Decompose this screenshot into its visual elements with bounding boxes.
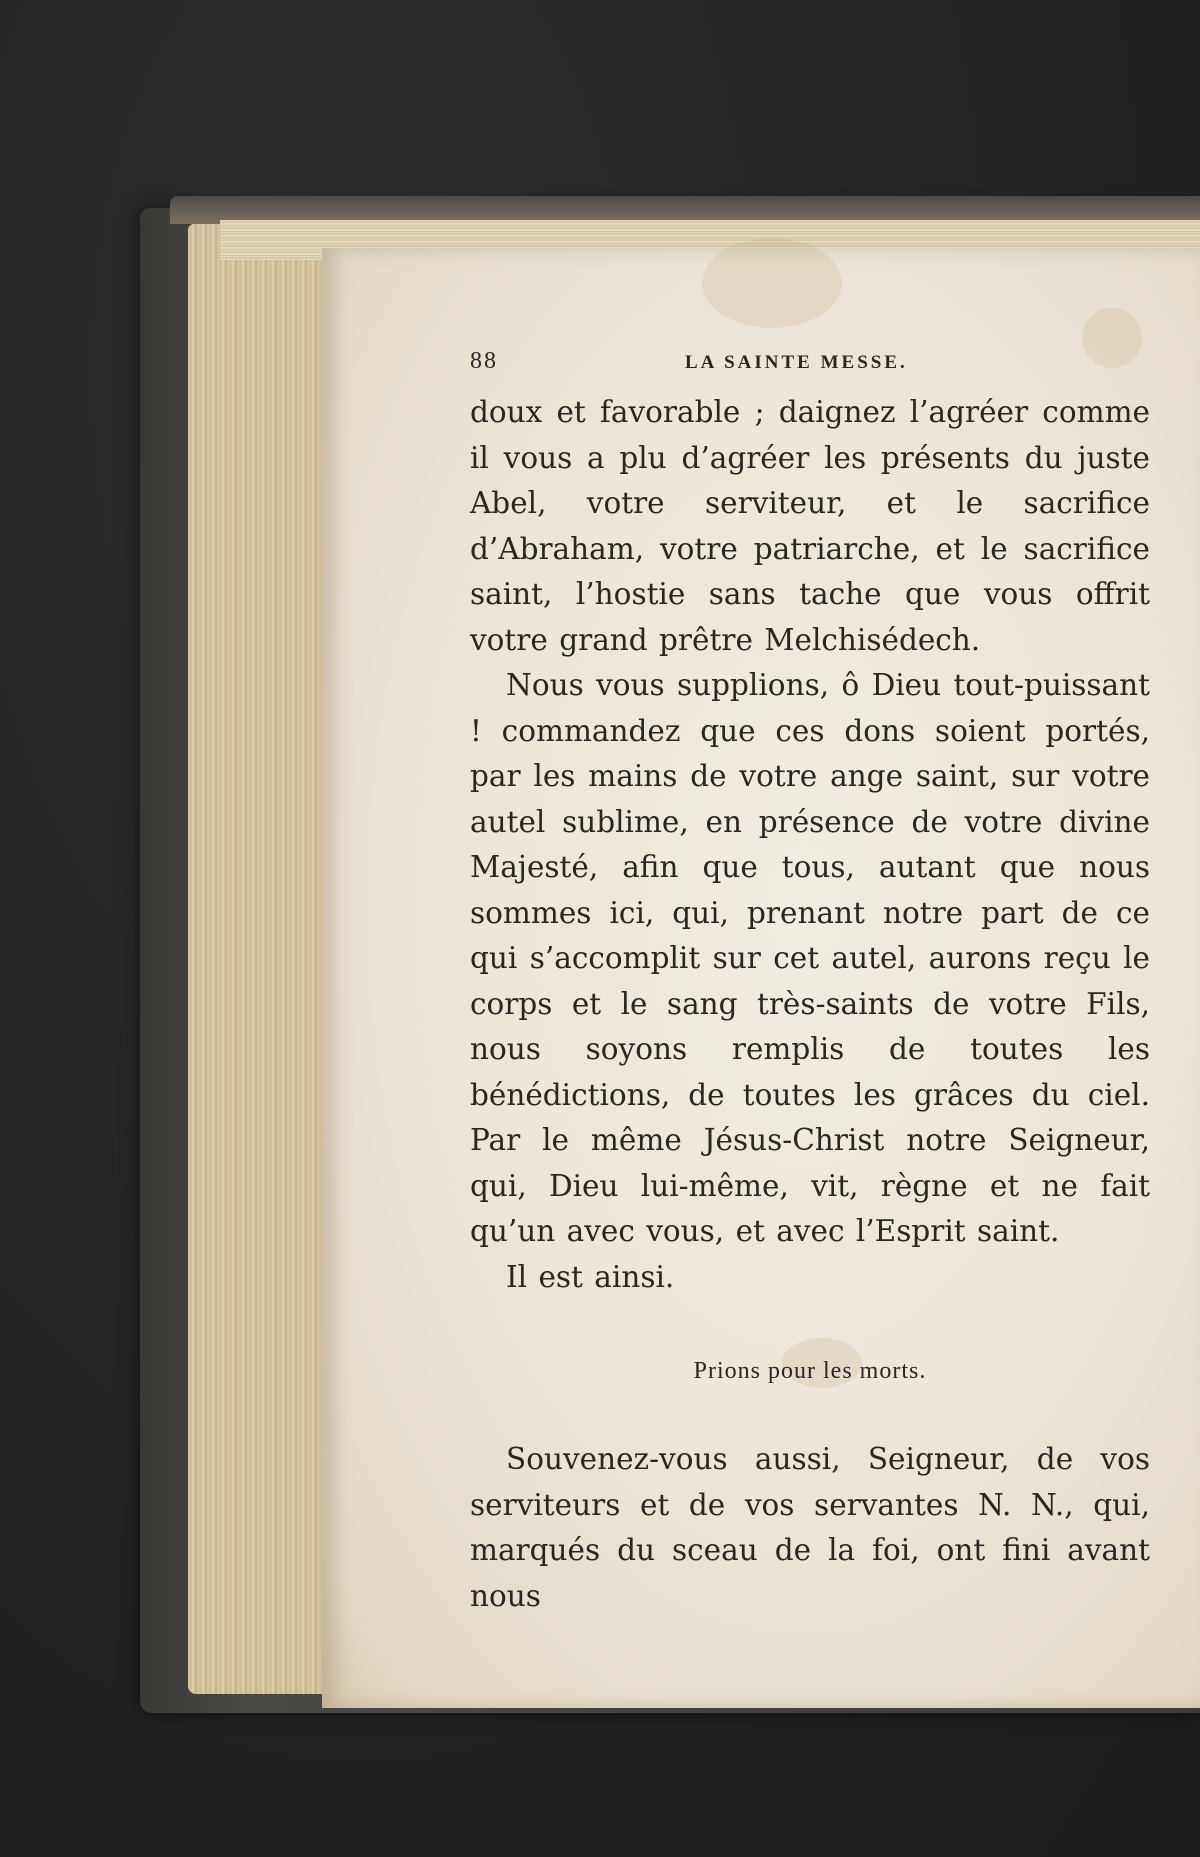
page-edges-left: [188, 224, 338, 1694]
page-text: [470, 340, 1150, 1619]
section-caption: Prions pour les morts.: [693, 1358, 927, 1384]
paragraph-2: Nous vous supplions, ô Dieu tout-puissant ! commandez que ces dons soient portés, par les mains de votre ange saint, sur votre autel sublime, en présence de votre divine Majesté, afin que tous, autant que nous sommes ici, qui, prenant notre part de ce qui s’accomplit sur cet autel, aurons reçu le corps et le sang très-saints de votre Fils, nous soyons remplis de toutes les bénédictions, de toutes les grâces du ciel. Par le même Jésus-Christ notre Seigneur, qui, Dieu lui-même, vit, règne et ne fait qu’un avec vous, et avec l’Esprit saint.: [470, 668, 1150, 1248]
running-head: LA SAINTE MESSE.: [685, 352, 908, 373]
paragraph-1: doux et favorable ; daignez l’agréer comme il vous a plu d’agréer les présents du juste Abel, votre serviteur, et le sacrifice d’Abraham, votre patriarche, et le sacrifice saint, l’hostie sans tache que vous offrit votre grand prêtre Melchisédech.: [470, 395, 1150, 657]
page-header: [470, 340, 1150, 380]
paragraph-4: Souvenez-vous aussi, Seigneur, de vos serviteurs et de vos servantes N. N., qui, marqués du sceau de la foi, ont fini avant nous: [470, 1442, 1150, 1613]
page-number: 88: [470, 348, 498, 374]
paragraph-3: Il est ainsi.: [506, 1259, 675, 1294]
paper-stain: [702, 238, 842, 328]
